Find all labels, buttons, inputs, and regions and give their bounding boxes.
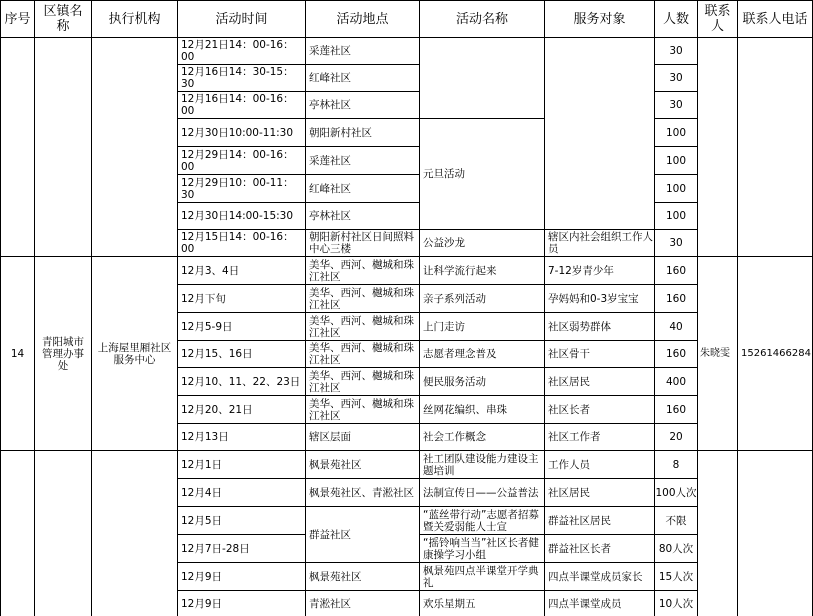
b-row-3-place: 美华、西河、樾城和珠江社区 bbox=[305, 312, 419, 340]
a-row-5-count: 100 bbox=[654, 146, 697, 174]
header-seq: 序号 bbox=[0, 0, 34, 37]
c-row-2-count: 100人次 bbox=[654, 478, 697, 506]
b-row-3-count: 40 bbox=[654, 312, 697, 340]
b-row-2-count: 160 bbox=[654, 284, 697, 312]
b-row-7-name: 社会工作概念 bbox=[419, 423, 544, 450]
header-name: 活动名称 bbox=[419, 0, 544, 37]
c-row-1-time: 12月1日 bbox=[177, 450, 305, 478]
group-b-phone: 15261466284 bbox=[737, 256, 813, 450]
header-place: 活动地点 bbox=[305, 0, 419, 37]
a-row-8-place: 朝阳新村社区日间照料中心三楼 bbox=[305, 229, 419, 256]
a-row-6-count: 100 bbox=[654, 174, 697, 202]
c-row-2-name: 法制宣传日——公益普法 bbox=[419, 478, 544, 506]
group-c-contact-cell bbox=[697, 450, 737, 616]
b-row-4-target: 社区骨干 bbox=[544, 340, 654, 367]
b-row-4-name: 志愿者理念普及 bbox=[419, 340, 544, 367]
c-row-5-count: 15人次 bbox=[654, 562, 697, 590]
b-row-5-target: 社区居民 bbox=[544, 367, 654, 395]
b-row-1-target: 7-12岁青少年 bbox=[544, 256, 654, 284]
c-row-3-time: 12月5日 bbox=[177, 506, 305, 534]
b-row-4-place: 美华、西河、樾城和珠江社区 bbox=[305, 340, 419, 367]
c-row-6-place: 青淞社区 bbox=[305, 590, 419, 616]
c-row-3-count: 不限 bbox=[654, 506, 697, 534]
group-a-merged-name: 元旦活动 bbox=[419, 118, 544, 229]
a-row-1-place: 采莲社区 bbox=[305, 37, 419, 64]
b-row-5-time: 12月10、11、22、23日 bbox=[177, 367, 305, 395]
a-row-3-place: 亭林社区 bbox=[305, 91, 419, 118]
a-row-1-time: 12月21日14：00-16：00 bbox=[177, 37, 305, 64]
c-row-5-time: 12月9日 bbox=[177, 562, 305, 590]
c-row-3-name: “蓝丝带行动”志愿者招募暨关爱弱能人士宣 bbox=[419, 506, 544, 534]
b-row-5-name: 便民服务活动 bbox=[419, 367, 544, 395]
b-row-4-time: 12月15、16日 bbox=[177, 340, 305, 367]
b-row-2-target: 孕妈妈和0-3岁宝宝 bbox=[544, 284, 654, 312]
b-row-6-place: 美华、西河、樾城和珠江社区 bbox=[305, 395, 419, 423]
group-a-org-cell bbox=[91, 37, 177, 256]
header-time: 活动时间 bbox=[177, 0, 305, 37]
b-row-3-time: 12月5-9日 bbox=[177, 312, 305, 340]
header-count: 人数 bbox=[654, 0, 697, 37]
group-b-seq: 14 bbox=[0, 256, 34, 450]
group-a-name-blank bbox=[419, 37, 544, 118]
header-org: 执行机构 bbox=[91, 0, 177, 37]
group-c-seq-cell bbox=[0, 450, 34, 616]
b-row-6-time: 12月20、21日 bbox=[177, 395, 305, 423]
c-row-6-time: 12月9日 bbox=[177, 590, 305, 616]
b-row-2-place: 美华、西河、樾城和珠江社区 bbox=[305, 284, 419, 312]
b-row-1-time: 12月3、4日 bbox=[177, 256, 305, 284]
group-a-target-blank bbox=[544, 37, 654, 229]
a-row-7-count: 100 bbox=[654, 202, 697, 229]
b-row-1-count: 160 bbox=[654, 256, 697, 284]
group-c-town-cell bbox=[34, 450, 91, 616]
a-row-4-place: 朝阳新村社区 bbox=[305, 118, 419, 146]
b-row-2-name: 亲子系列活动 bbox=[419, 284, 544, 312]
a-row-1-count: 30 bbox=[654, 37, 697, 64]
c-row-4-count: 80人次 bbox=[654, 534, 697, 562]
b-row-7-count: 20 bbox=[654, 423, 697, 450]
b-row-1-name: 让科学流行起来 bbox=[419, 256, 544, 284]
c-row-6-target: 四点半课堂成员 bbox=[544, 590, 654, 616]
a-row-7-place: 亭林社区 bbox=[305, 202, 419, 229]
c-row-1-count: 8 bbox=[654, 450, 697, 478]
c-row-4-name: “摇铃响当当”社区长者健康操学习小组 bbox=[419, 534, 544, 562]
group-a-contact-cell bbox=[697, 37, 737, 256]
b-row-5-count: 400 bbox=[654, 367, 697, 395]
a-row-8-name: 公益沙龙 bbox=[419, 229, 544, 256]
b-row-6-count: 160 bbox=[654, 395, 697, 423]
group-c-phone-cell bbox=[737, 450, 813, 616]
b-row-6-target: 社区长者 bbox=[544, 395, 654, 423]
c-row-2-target: 社区居民 bbox=[544, 478, 654, 506]
a-row-4-time: 12月30日10:00-11:30 bbox=[177, 118, 305, 146]
a-row-8-time: 12月15日14：00-16：00 bbox=[177, 229, 305, 256]
c-row-1-target: 工作人员 bbox=[544, 450, 654, 478]
b-row-3-target: 社区弱势群体 bbox=[544, 312, 654, 340]
a-row-2-place: 红峰社区 bbox=[305, 64, 419, 91]
group-b-org: 上海屋里厢社区服务中心 bbox=[91, 256, 177, 450]
group-a-phone-cell bbox=[737, 37, 813, 256]
b-row-4-count: 160 bbox=[654, 340, 697, 367]
c-row-2-place: 枫景苑社区、青淞社区 bbox=[305, 478, 419, 506]
a-row-3-time: 12月16日14：00-16：00 bbox=[177, 91, 305, 118]
a-row-6-place: 红峰社区 bbox=[305, 174, 419, 202]
a-row-2-count: 30 bbox=[654, 64, 697, 91]
c-row-2-time: 12月4日 bbox=[177, 478, 305, 506]
c-row-4-time: 12月7日-28日 bbox=[177, 534, 305, 562]
c-row-5-name: 枫景苑四点半课堂开学典礼 bbox=[419, 562, 544, 590]
a-row-8-target: 辖区内社会组织工作人员 bbox=[544, 229, 654, 256]
group-a-seq-cell bbox=[0, 37, 34, 256]
b-row-1-place: 美华、西河、樾城和珠江社区 bbox=[305, 256, 419, 284]
c-row-4-target: 群益社区长者 bbox=[544, 534, 654, 562]
a-row-3-count: 30 bbox=[654, 91, 697, 118]
a-row-8-count: 30 bbox=[654, 229, 697, 256]
a-row-5-time: 12月29日14：00-16：00 bbox=[177, 146, 305, 174]
c-row-1-place: 枫景苑社区 bbox=[305, 450, 419, 478]
group-b-contact: 朱晓雯 bbox=[697, 256, 737, 450]
b-row-7-place: 辖区层面 bbox=[305, 423, 419, 450]
a-row-4-count: 100 bbox=[654, 118, 697, 146]
c-row-3-target: 群益社区居民 bbox=[544, 506, 654, 534]
a-row-7-time: 12月30日14:00-15:30 bbox=[177, 202, 305, 229]
b-row-7-time: 12月13日 bbox=[177, 423, 305, 450]
b-row-6-name: 丝网花编织、串珠 bbox=[419, 395, 544, 423]
group-b-town: 青阳城市管理办事处 bbox=[34, 256, 91, 450]
c-row-5-place: 枫景苑社区 bbox=[305, 562, 419, 590]
header-contact: 联系人 bbox=[697, 0, 737, 37]
a-row-5-place: 采莲社区 bbox=[305, 146, 419, 174]
header-town: 区镇名称 bbox=[34, 0, 91, 37]
a-row-2-time: 12月16日14：30-15：30 bbox=[177, 64, 305, 91]
a-row-6-time: 12月29日10：00-11：30 bbox=[177, 174, 305, 202]
group-a-town-cell bbox=[34, 37, 91, 256]
header-target: 服务对象 bbox=[544, 0, 654, 37]
b-row-2-time: 12月下旬 bbox=[177, 284, 305, 312]
b-row-3-name: 上门走访 bbox=[419, 312, 544, 340]
group-c-merged-place: 群益社区 bbox=[305, 506, 419, 562]
b-row-5-place: 美华、西河、樾城和珠江社区 bbox=[305, 367, 419, 395]
c-row-5-target: 四点半课堂成员家长 bbox=[544, 562, 654, 590]
c-row-6-count: 10人次 bbox=[654, 590, 697, 616]
header-phone: 联系人电话 bbox=[737, 0, 813, 37]
c-row-6-name: 欢乐星期五 bbox=[419, 590, 544, 616]
group-c-org-cell bbox=[91, 450, 177, 616]
b-row-7-target: 社区工作者 bbox=[544, 423, 654, 450]
c-row-1-name: 社工团队建设能力建设主题培训 bbox=[419, 450, 544, 478]
